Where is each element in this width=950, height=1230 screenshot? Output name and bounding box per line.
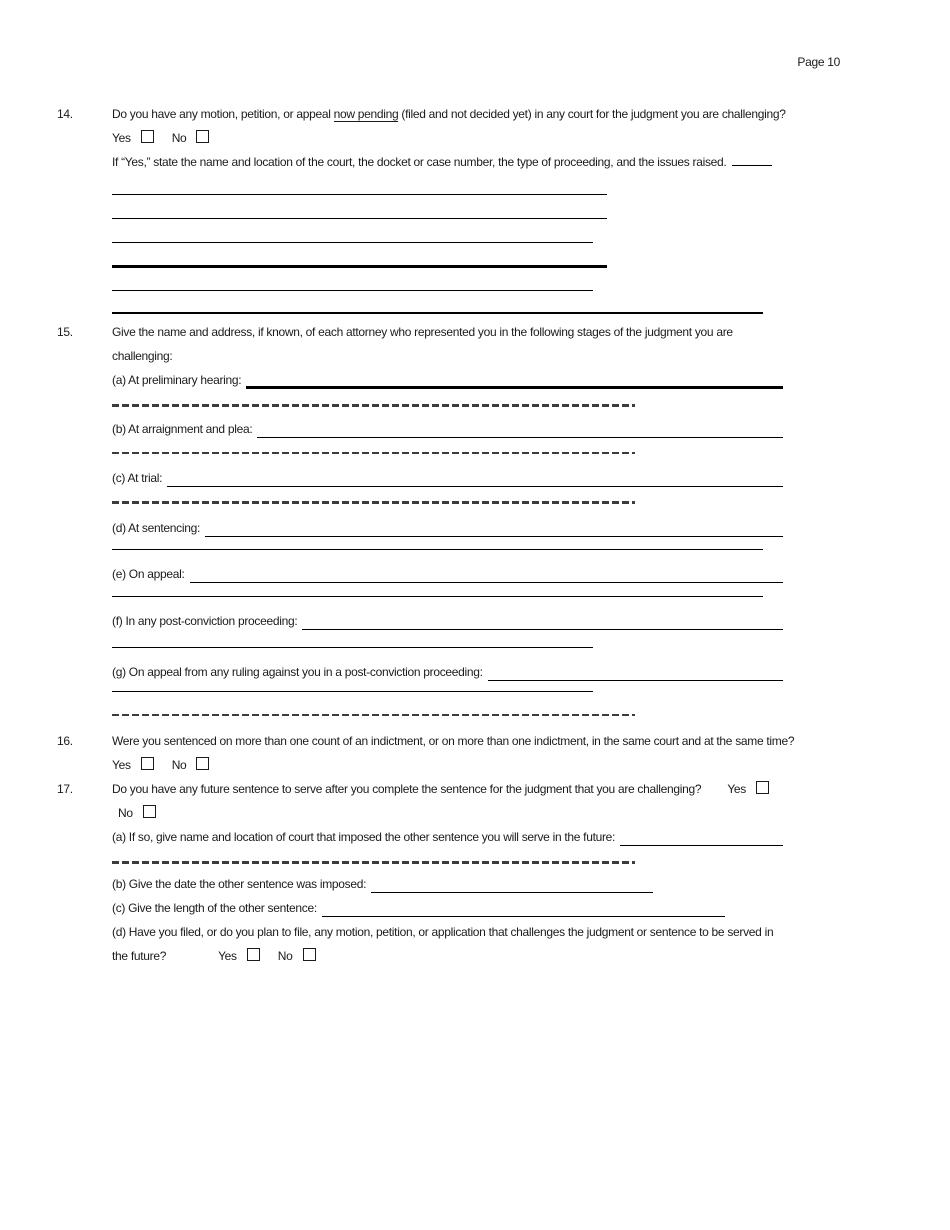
question-17-sub-a-answer-line[interactable] — [620, 825, 783, 846]
question-17-sub-c — [112, 896, 725, 920]
question-15 — [57, 320, 783, 344]
question-17-sub-b-label: (b) Give the date the other sentence was imposed: — [112, 876, 367, 891]
question-16-text: Were you sentenced on more than one count of an indictment, or on more than one indictment, in the same court and at the same time? — [112, 734, 795, 748]
question-15-field-g-answer-line[interactable] — [488, 660, 783, 681]
question-17-sub-c-label: (c) Give the length of the other sentence: — [112, 900, 317, 915]
question-14 — [57, 102, 786, 126]
question-16-yes-label: Yes — [112, 758, 131, 772]
question-15-field-a — [112, 368, 783, 392]
question-17-sub-d-line1-row — [112, 920, 783, 944]
question-16-yes-no-row — [112, 753, 783, 777]
question-14-yes-no-row — [112, 126, 783, 150]
spacer — [706, 777, 727, 798]
question-17-sub-a-label: (a) If so, give name and location of court that imposed the other sentence you will serve in the future: — [112, 830, 616, 844]
question-15-field-e — [112, 562, 783, 586]
dashed-separator — [112, 861, 635, 864]
question-15-field-g-label: (g) On appeal from any ruling against you in a post-conviction proceeding: — [112, 664, 483, 679]
question-16-number: 16. — [57, 734, 73, 748]
question-16-no-checkbox[interactable] — [196, 757, 209, 770]
question-15-field-a-label: (a) At preliminary hearing: — [112, 373, 242, 387]
question-17-sub-b — [112, 872, 653, 896]
question-14-text-part1: Do you have any motion, petition, or appeal — [112, 107, 334, 121]
question-16-yes-checkbox[interactable] — [141, 757, 154, 770]
dashed-separator — [112, 452, 635, 455]
question-17-yes-checkbox[interactable] — [756, 781, 769, 794]
question-15-field-c-answer-line[interactable] — [167, 466, 783, 487]
question-15-field-b-label: (b) At arraignment and plea: — [112, 421, 253, 436]
question-15-field-e-label: (e) On appeal: — [112, 566, 185, 581]
dashed-separator — [112, 501, 635, 504]
question-14-answer-line[interactable] — [112, 194, 607, 195]
question-17-sub-d-line1: (d) Have you filed, or do you plan to file, any motion, petition, or application that challenges the judgment or sentence to be served in — [112, 924, 774, 939]
question-17-text: Do you have any future sentence to serve after you complete the sentence for the judgment that you are challenging? — [112, 782, 702, 796]
dashed-separator — [112, 714, 635, 717]
question-16 — [57, 729, 795, 753]
question-17-sub-d-line2-row — [112, 944, 783, 968]
question-15-field-g-answer-line2[interactable] — [112, 691, 593, 692]
question-15-field-a-answer-line[interactable] — [246, 368, 783, 389]
question-15-field-c-label: (c) At trial: — [112, 471, 163, 485]
question-14-yes-checkbox[interactable] — [141, 130, 154, 143]
question-14-text-underlined: now pending — [333, 107, 399, 121]
question-14-answer-line[interactable] — [112, 242, 593, 243]
question-14-text-part2: (filed and not decided yet) in any court for the judgment you are challenging? — [398, 107, 786, 121]
question-14-no-label: No — [171, 131, 187, 145]
question-14-if-yes-text: If “Yes,” state the name and location of the court, the docket or case number, the type of proceeding, and the issues raised. — [112, 155, 727, 169]
question-17-sub-a — [112, 825, 783, 849]
question-17-no-row — [112, 801, 783, 825]
question-17-number: 17. — [57, 782, 73, 796]
question-15-field-f-answer-line[interactable] — [302, 609, 783, 630]
question-15-field-b — [112, 417, 783, 441]
question-14-no-checkbox[interactable] — [196, 130, 209, 143]
question-15-field-f-answer-line2[interactable] — [112, 647, 593, 648]
question-17-no-label: No — [118, 806, 133, 820]
question-14-answer-line[interactable] — [112, 290, 593, 291]
question-15-field-d-answer-line[interactable] — [205, 516, 783, 537]
question-15-field-f — [112, 609, 783, 633]
question-15-field-b-answer-line[interactable] — [257, 417, 783, 438]
question-15-field-d-answer-line2[interactable] — [112, 549, 763, 550]
question-15-field-c — [112, 466, 783, 490]
question-17-sub-d-line2: the future? — [112, 948, 167, 963]
question-16-no-label: No — [171, 758, 187, 772]
question-15-field-d-label: (d) At sentencing: — [112, 520, 200, 535]
question-15-field-e-answer-line2[interactable] — [112, 596, 763, 597]
question-17 — [57, 777, 783, 801]
page-number: Page 10 — [797, 55, 840, 69]
question-17-sub-d-yes-checkbox[interactable] — [247, 948, 260, 961]
form-content — [57, 102, 795, 968]
question-14-answer-line[interactable] — [112, 218, 607, 219]
question-14-if-yes-row — [112, 150, 783, 174]
question-15-text-line2: challenging: — [112, 349, 173, 363]
question-14-answer-line[interactable] — [112, 265, 607, 268]
question-15-field-f-label: (f) In any post-conviction proceeding: — [112, 613, 298, 628]
question-14-yes-label: Yes — [112, 131, 131, 145]
question-17-sub-d-no-label: No — [277, 948, 293, 963]
question-15-field-e-answer-line[interactable] — [190, 562, 783, 583]
question-17-sub-d-yes-label: Yes — [218, 948, 237, 963]
question-17-sub-d-no-checkbox[interactable] — [303, 948, 316, 961]
question-17-sub-c-answer-line[interactable] — [322, 896, 725, 917]
question-17-no-checkbox[interactable] — [143, 805, 156, 818]
question-14-answer-line-start[interactable] — [732, 151, 772, 166]
question-17-yes-label: Yes — [727, 782, 746, 796]
question-17-yes-group — [727, 777, 769, 801]
question-15-number: 15. — [57, 325, 73, 339]
question-17-sub-b-answer-line[interactable] — [371, 872, 653, 893]
question-15-field-d — [112, 516, 783, 540]
dashed-separator — [112, 404, 635, 407]
question-15-field-g — [112, 660, 783, 684]
question-14-answer-line[interactable] — [112, 312, 763, 314]
question-15-text-line2-row — [112, 344, 783, 368]
question-15-text-line1: Give the name and address, if known, of each attorney who represented you in the following stages of the judgment you are — [112, 325, 733, 339]
question-14-number: 14. — [57, 107, 73, 121]
